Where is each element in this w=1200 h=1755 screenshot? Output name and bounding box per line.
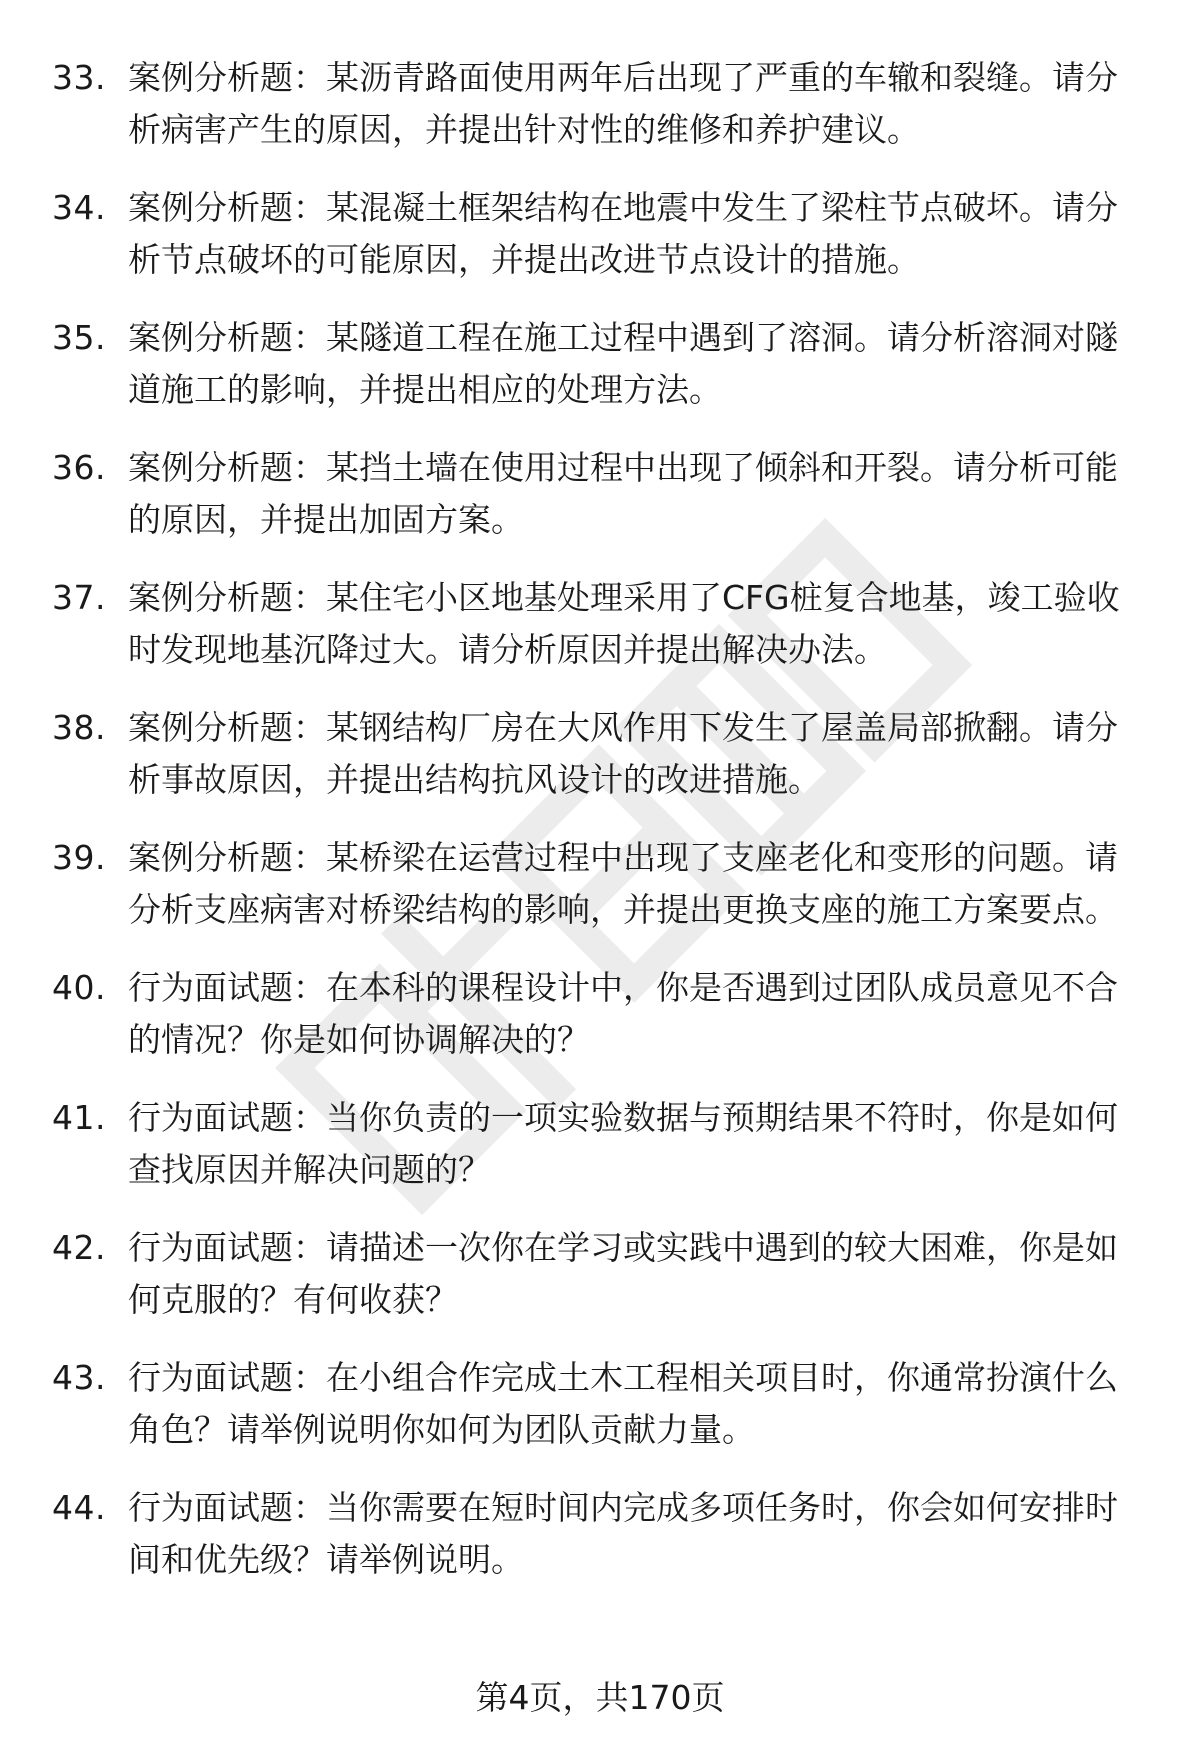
question-item <box>52 962 1162 1066</box>
question-text: 案例分析题：某桥梁在运营过程中出现了支座老化和变形的问题。请分析支座病害对桥梁结构的影响，并提出更换支座的施工方案要点。 <box>128 838 1118 929</box>
question-number: 44. <box>52 1488 106 1527</box>
question-text: 案例分析题：某混凝土框架结构在地震中发生了梁柱节点破坏。请分析节点破坏的可能原因，并提出改进节点设计的措施。 <box>128 188 1118 279</box>
question-item <box>52 312 1162 416</box>
question-number: 34. <box>52 188 106 227</box>
question-text: 案例分析题：某沥青路面使用两年后出现了严重的车辙和裂缝。请分析病害产生的原因，并提出针对性的维修和养护建议。 <box>128 58 1118 149</box>
question-number: 36. <box>52 448 106 487</box>
question-text: 案例分析题：某隧道工程在施工过程中遇到了溶洞。请分析溶洞对隧道施工的影响，并提出相应的处理方法。 <box>128 318 1118 409</box>
question-item <box>52 52 1162 156</box>
question-number: 33. <box>52 58 106 97</box>
question-item <box>52 442 1162 546</box>
question-text: 行为面试题：在小组合作完成土木工程相关项目时，你通常扮演什么角色？请举例说明你如何为团队贡献力量。 <box>128 1358 1118 1449</box>
question-text: 案例分析题：某住宅小区地基处理采用了CFG桩复合地基，竣工验收时发现地基沉降过大。请分析原因并提出解决办法。 <box>128 578 1120 669</box>
question-item <box>52 1222 1162 1326</box>
question-number: 39. <box>52 838 106 877</box>
question-text: 行为面试题：在本科的课程设计中，你是否遇到过团队成员意见不合的情况？你是如何协调解决的？ <box>128 968 1118 1059</box>
question-number: 37. <box>52 578 106 617</box>
question-number: 42. <box>52 1228 106 1267</box>
question-item <box>52 702 1162 806</box>
question-number: 40. <box>52 968 106 1007</box>
question-item <box>52 1352 1162 1456</box>
question-text: 行为面试题：当你负责的一项实验数据与预期结果不符时，你是如何查找原因并解决问题的？ <box>128 1098 1118 1189</box>
page-footer: 第4页，共170页 <box>475 1678 725 1717</box>
question-number: 35. <box>52 318 106 357</box>
question-item <box>52 832 1162 936</box>
question-text: 行为面试题：请描述一次你在学习或实践中遇到的较大困难，你是如何克服的？有何收获？ <box>128 1228 1118 1319</box>
question-number: 41. <box>52 1098 106 1137</box>
question-text: 行为面试题：当你需要在短时间内完成多项任务时，你会如何安排时间和优先级？请举例说明。 <box>128 1488 1118 1579</box>
question-text: 案例分析题：某挡土墙在使用过程中出现了倾斜和开裂。请分析可能的原因，并提出加固方案。 <box>128 448 1118 539</box>
question-number: 38. <box>52 708 106 747</box>
question-number: 43. <box>52 1358 106 1397</box>
question-list <box>52 52 1162 1612</box>
question-item <box>52 1482 1162 1586</box>
question-item <box>52 572 1162 676</box>
question-item <box>52 182 1162 286</box>
question-text: 案例分析题：某钢结构厂房在大风作用下发生了屋盖局部掀翻。请分析事故原因，并提出结构抗风设计的改进措施。 <box>128 708 1118 799</box>
question-item <box>52 1092 1162 1196</box>
